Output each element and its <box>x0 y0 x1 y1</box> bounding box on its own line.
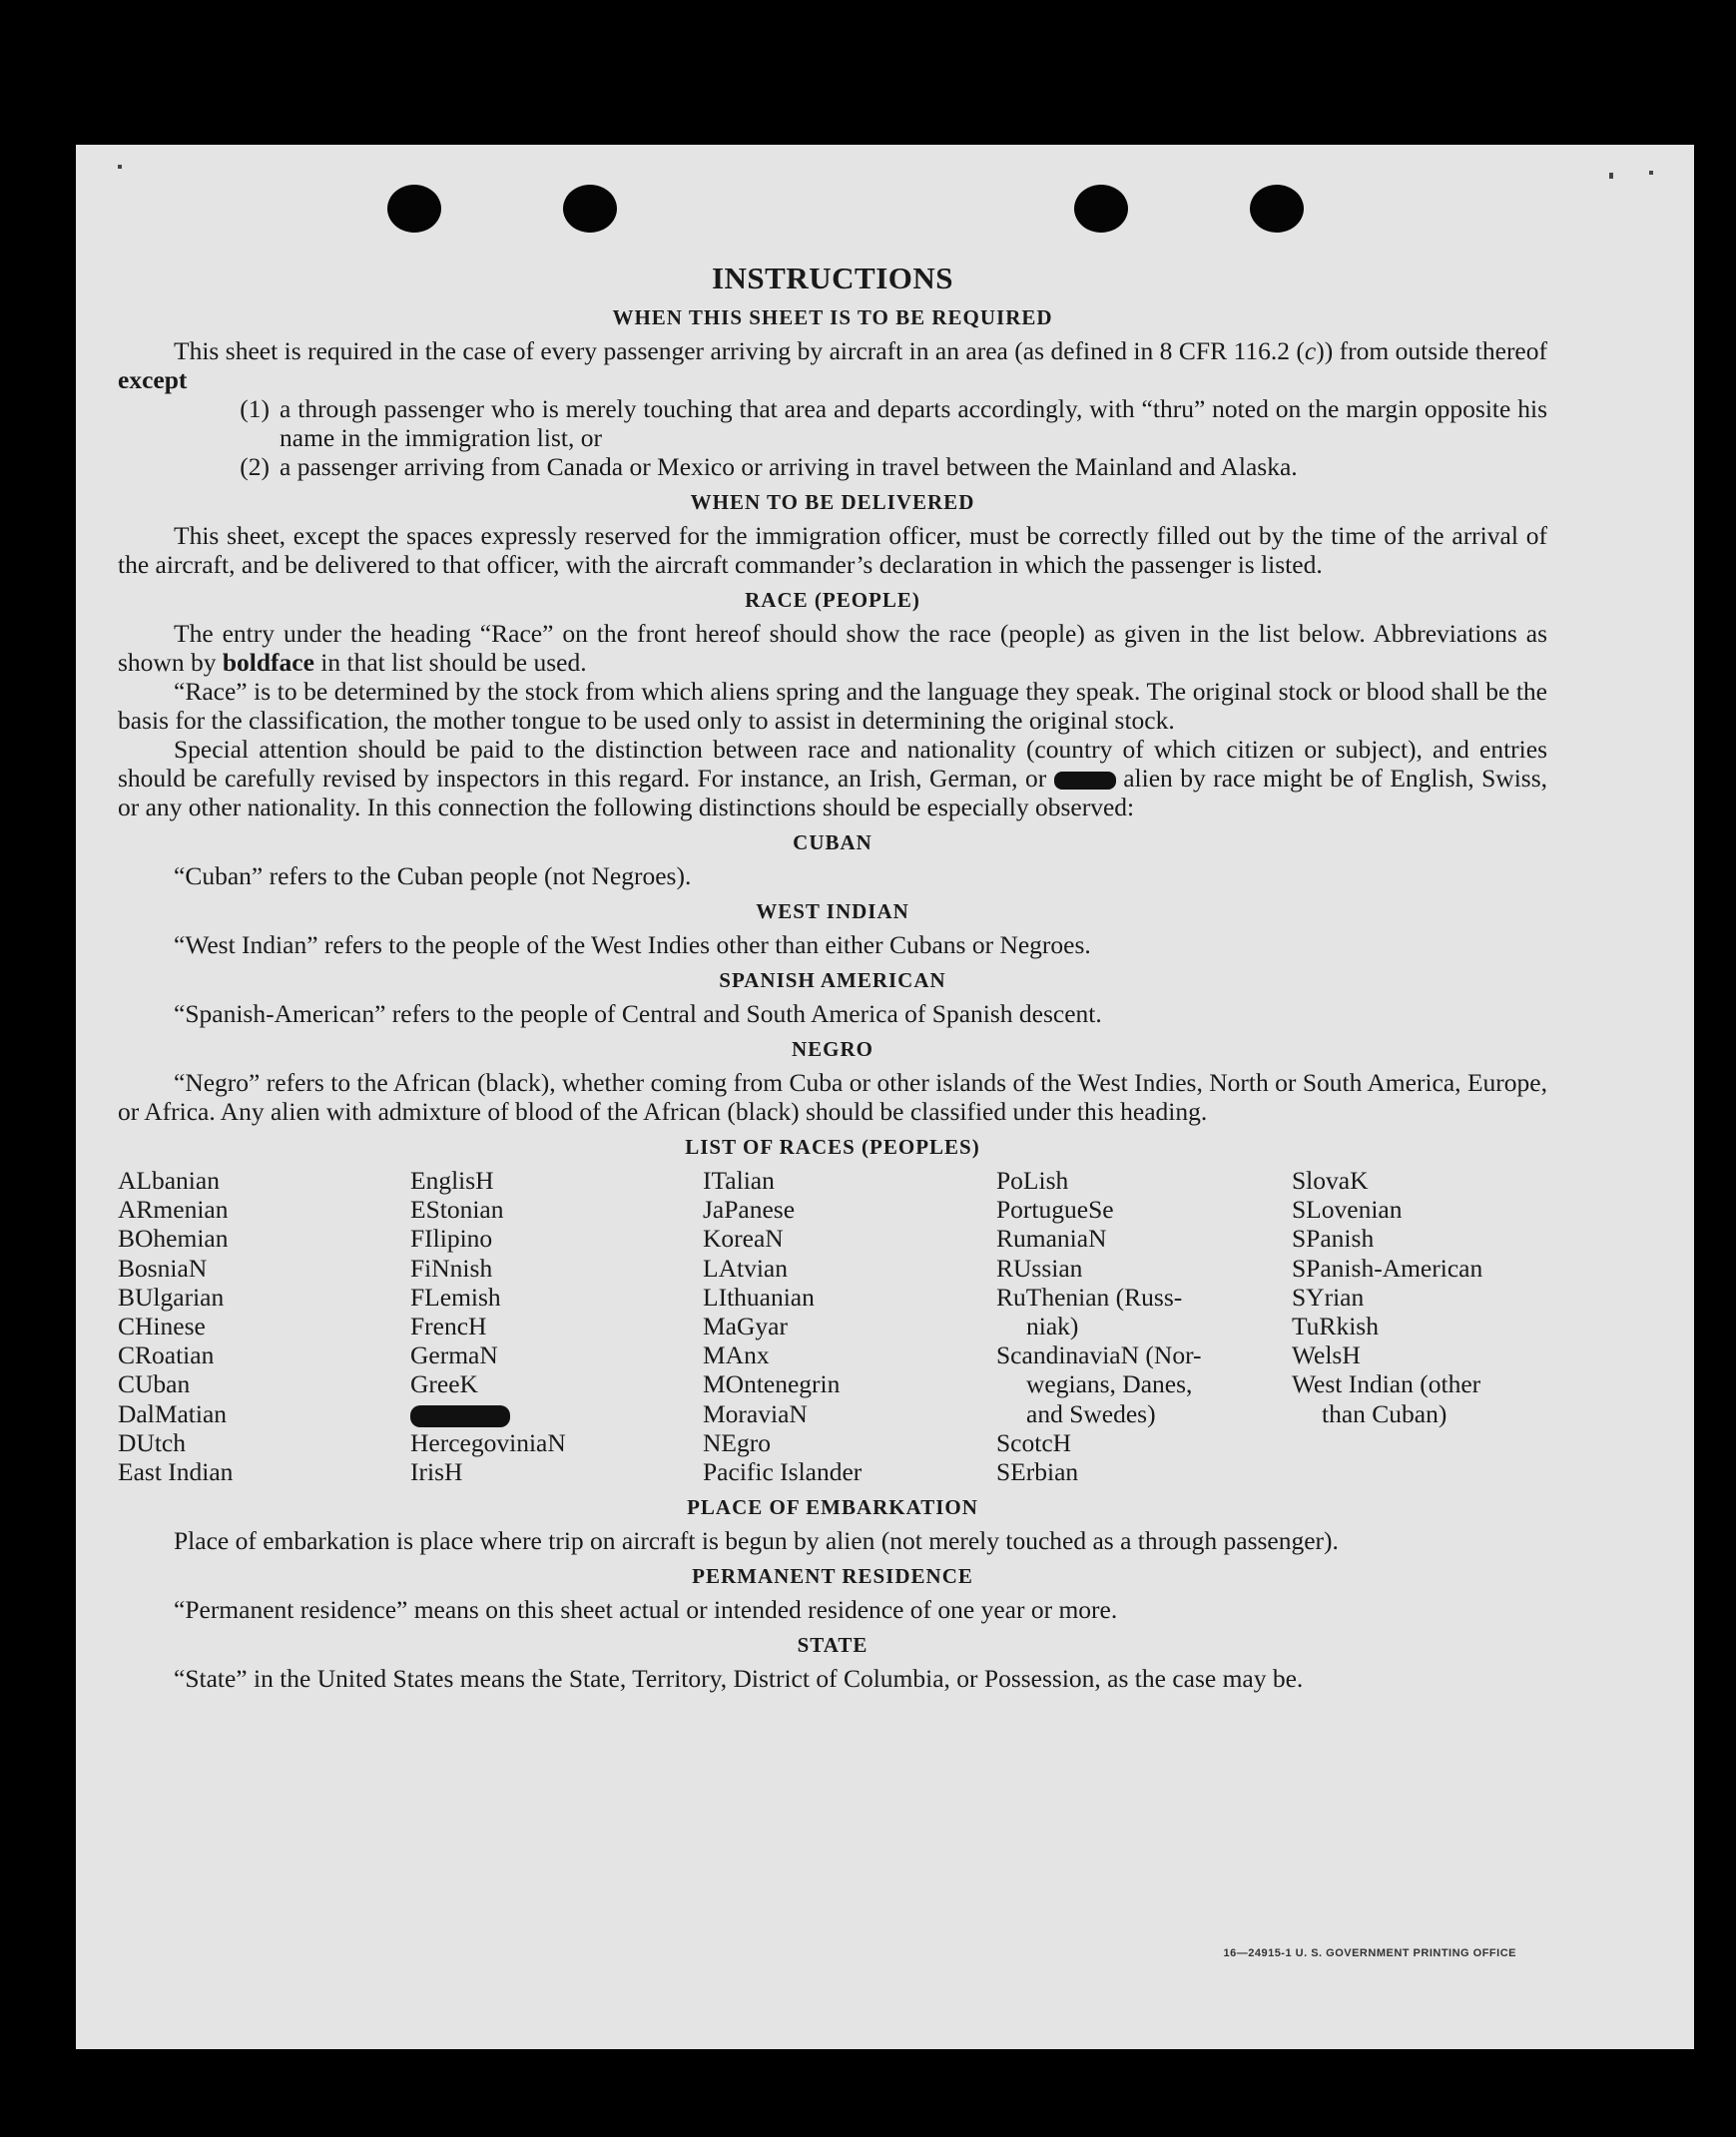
speck <box>118 165 122 169</box>
race-item: BosniaN <box>118 1253 208 1283</box>
race-item: ARmenian <box>118 1195 229 1225</box>
races-column-5 <box>1292 1166 1547 1486</box>
spanish-american-text: “Spanish-American” refers to the people of Central and South America of Spanish descent. <box>174 999 1102 1028</box>
race-item-continued: niak) <box>1026 1312 1079 1341</box>
item-text: a through passenger who is merely touching that area and departs accordingly, with “thru” noted on the margin opposite his name in the immigration list, or <box>280 394 1547 452</box>
race-item: FIlipino <box>410 1224 493 1254</box>
races-column-2 <box>410 1166 703 1486</box>
race-item: IrisH <box>410 1457 463 1487</box>
race-paragraph-2: “Race” is to be determined by the stock from which aliens spring and the language they speak. The original stock or blood shall be the basis for the classification, the mother tongue to be used only to assist in determining the original stock. <box>118 677 1547 735</box>
race-item: DUtch <box>118 1427 186 1457</box>
race-item: DalMatian <box>118 1398 228 1428</box>
race-item: RumaniaN <box>996 1224 1107 1254</box>
race-item: Pacific Islander <box>703 1457 863 1487</box>
race-item: FiNnish <box>410 1253 493 1283</box>
race-paragraph-3 <box>118 735 1547 821</box>
race-item: SPanish-American <box>1292 1253 1483 1283</box>
race-item: FrencH <box>410 1312 487 1341</box>
race-paragraph-1 <box>118 619 1547 677</box>
race-item: GreeK <box>410 1369 478 1399</box>
redaction-mark <box>410 1405 510 1427</box>
race-item: ScotcH <box>996 1427 1072 1457</box>
race-item: RUssian <box>996 1253 1083 1283</box>
race-item: FLemish <box>410 1282 501 1312</box>
redaction-mark <box>1054 772 1116 790</box>
punch-hole <box>1250 185 1304 233</box>
race-item: BOhemian <box>118 1224 229 1254</box>
race-item: KoreaN <box>703 1224 784 1254</box>
races-list <box>118 1166 1547 1486</box>
intro-italic: c <box>1304 336 1317 365</box>
race-item: MAnx <box>703 1340 770 1370</box>
race-item: JaPanese <box>703 1195 796 1225</box>
race-item: SPanish <box>1292 1224 1375 1254</box>
heading-delivered: WHEN TO BE DELIVERED <box>690 490 975 514</box>
race-item: CHinese <box>118 1312 206 1341</box>
punch-hole <box>1074 185 1128 233</box>
heading-state: STATE <box>797 1633 868 1658</box>
race-item: LIthuanian <box>703 1282 815 1312</box>
heading-west-indian: WEST INDIAN <box>756 899 909 923</box>
race-item: EStonian <box>410 1195 504 1225</box>
negro-text: “Negro” refers to the African (black), whether coming from Cuba or other islands of the West Indies, North or South America, Europe, or Africa. Any alien with admixture of blood of the African (black) should be classified under this heading. <box>118 1068 1547 1126</box>
race-item: EnglisH <box>410 1166 494 1195</box>
race-item: SErbian <box>996 1457 1079 1487</box>
state-text: “State” in the United States means the State, Territory, District of Columbia, or Possession, as the case may be. <box>174 1664 1304 1694</box>
race-item: LAtvian <box>703 1253 788 1283</box>
race-item-continued: and Swedes) <box>1026 1398 1156 1428</box>
punch-hole <box>387 185 441 233</box>
punch-hole <box>563 185 617 233</box>
race-item: ScandinaviaN (Nor- <box>996 1340 1202 1370</box>
heading-cuban: CUBAN <box>793 830 872 854</box>
race-item: WelsH <box>1292 1340 1361 1370</box>
race-p3-a: Special attention should be paid to the distinction between race and nationality (country of which citizen or subject), and entries should be carefully revised by inspectors in this regard. For instance, an Irish, German, or <box>118 735 1547 793</box>
race-item: East Indian <box>118 1457 234 1487</box>
printing-office-footer: 16—24915-1 U. S. GOVERNMENT PRINTING OFFICE <box>1223 1947 1516 1959</box>
race-item: GermaN <box>410 1340 498 1370</box>
race-item: West Indian (other <box>1292 1369 1481 1399</box>
delivered-text: This sheet, except the spaces expressly reserved for the immigration officer, must be correctly filled out by the time of the arrival of the aircraft, and be delivered to that officer, with the aircraft commander’s declaration in which the passenger is listed. <box>118 521 1547 579</box>
race-item: CRoatian <box>118 1340 215 1370</box>
speck <box>1609 173 1613 179</box>
race-item: MaGyar <box>703 1312 788 1341</box>
required-intro <box>118 336 1547 394</box>
race-item: BUlgarian <box>118 1282 225 1312</box>
embarkation-text: Place of embarkation is place where trip on aircraft is begun by alien (not merely touched as a through passenger). <box>174 1526 1339 1556</box>
heading-required: WHEN THIS SHEET IS TO BE REQUIRED <box>612 305 1053 329</box>
item-number: (1) <box>240 394 270 423</box>
race-item: NEgro <box>703 1427 771 1457</box>
heading-embarkation: PLACE OF EMBARKATION <box>687 1495 978 1520</box>
race-item: RuThenian (Russ- <box>996 1282 1183 1312</box>
intro-text-a: This sheet is required in the case of every passenger arriving by aircraft in an area (as defined in 8 CFR 116.2 ( <box>174 336 1305 365</box>
required-item-2 <box>118 452 1547 481</box>
race-p1-bold: boldface <box>222 648 314 677</box>
race-item-redacted <box>410 1399 703 1428</box>
document-sheet <box>76 145 1694 2049</box>
race-item-continued: wegians, Danes, <box>1026 1369 1193 1399</box>
west-indian-text: “West Indian” refers to the people of the West Indies other than either Cubans or Negroes. <box>174 930 1091 959</box>
race-item: MoraviaN <box>703 1398 808 1428</box>
heading-spanish-american: SPANISH AMERICAN <box>719 968 946 992</box>
cuban-text: “Cuban” refers to the Cuban people (not Negroes). <box>174 861 692 890</box>
race-item: SLovenian <box>1292 1195 1403 1225</box>
heading-residence: PERMANENT RESIDENCE <box>692 1564 973 1589</box>
race-item: ALbanian <box>118 1166 220 1195</box>
instructions-content <box>118 261 1547 1693</box>
required-item-1 <box>118 394 1547 452</box>
speck <box>1649 171 1653 175</box>
page-title: INSTRUCTIONS <box>711 261 953 295</box>
race-item-continued: than Cuban) <box>1322 1398 1447 1428</box>
intro-except: except <box>118 365 188 394</box>
race-item: SlovaK <box>1292 1166 1369 1195</box>
intro-text-b: )) from outside thereof <box>1316 336 1547 365</box>
races-column-1 <box>118 1166 410 1486</box>
item-number: (2) <box>240 452 270 481</box>
race-item: ITalian <box>703 1166 775 1195</box>
race-p1-b: in that list should be used. <box>320 648 587 677</box>
heading-negro: NEGRO <box>791 1037 873 1061</box>
race-item: HercegoviniaN <box>410 1427 566 1457</box>
race-p3-b: alien by race might be of English, Swiss, or any other nationality. In this connection the following distinctions should be especially observed: <box>118 764 1548 821</box>
race-item: PortugueSe <box>996 1195 1114 1225</box>
race-item: PoLish <box>996 1166 1069 1195</box>
race-p1-a: The entry under the heading “Race” on the front hereof should show the race (people) as given in the list below. Abbreviations as shown by <box>118 619 1547 677</box>
heading-race: RACE (PEOPLE) <box>745 588 920 612</box>
races-column-4 <box>996 1166 1292 1486</box>
races-column-3 <box>703 1166 996 1486</box>
heading-races-list: LIST OF RACES (PEOPLES) <box>685 1135 980 1159</box>
race-item: CUban <box>118 1369 191 1399</box>
race-item: MOntenegrin <box>703 1369 841 1399</box>
item-text: a passenger arriving from Canada or Mexico or arriving in travel between the Mainland and Alaska. <box>280 452 1298 481</box>
race-item: SYrian <box>1292 1282 1365 1312</box>
race-item: TuRkish <box>1292 1312 1379 1341</box>
residence-text: “Permanent residence” means on this sheet actual or intended residence of one year or more. <box>174 1595 1118 1625</box>
